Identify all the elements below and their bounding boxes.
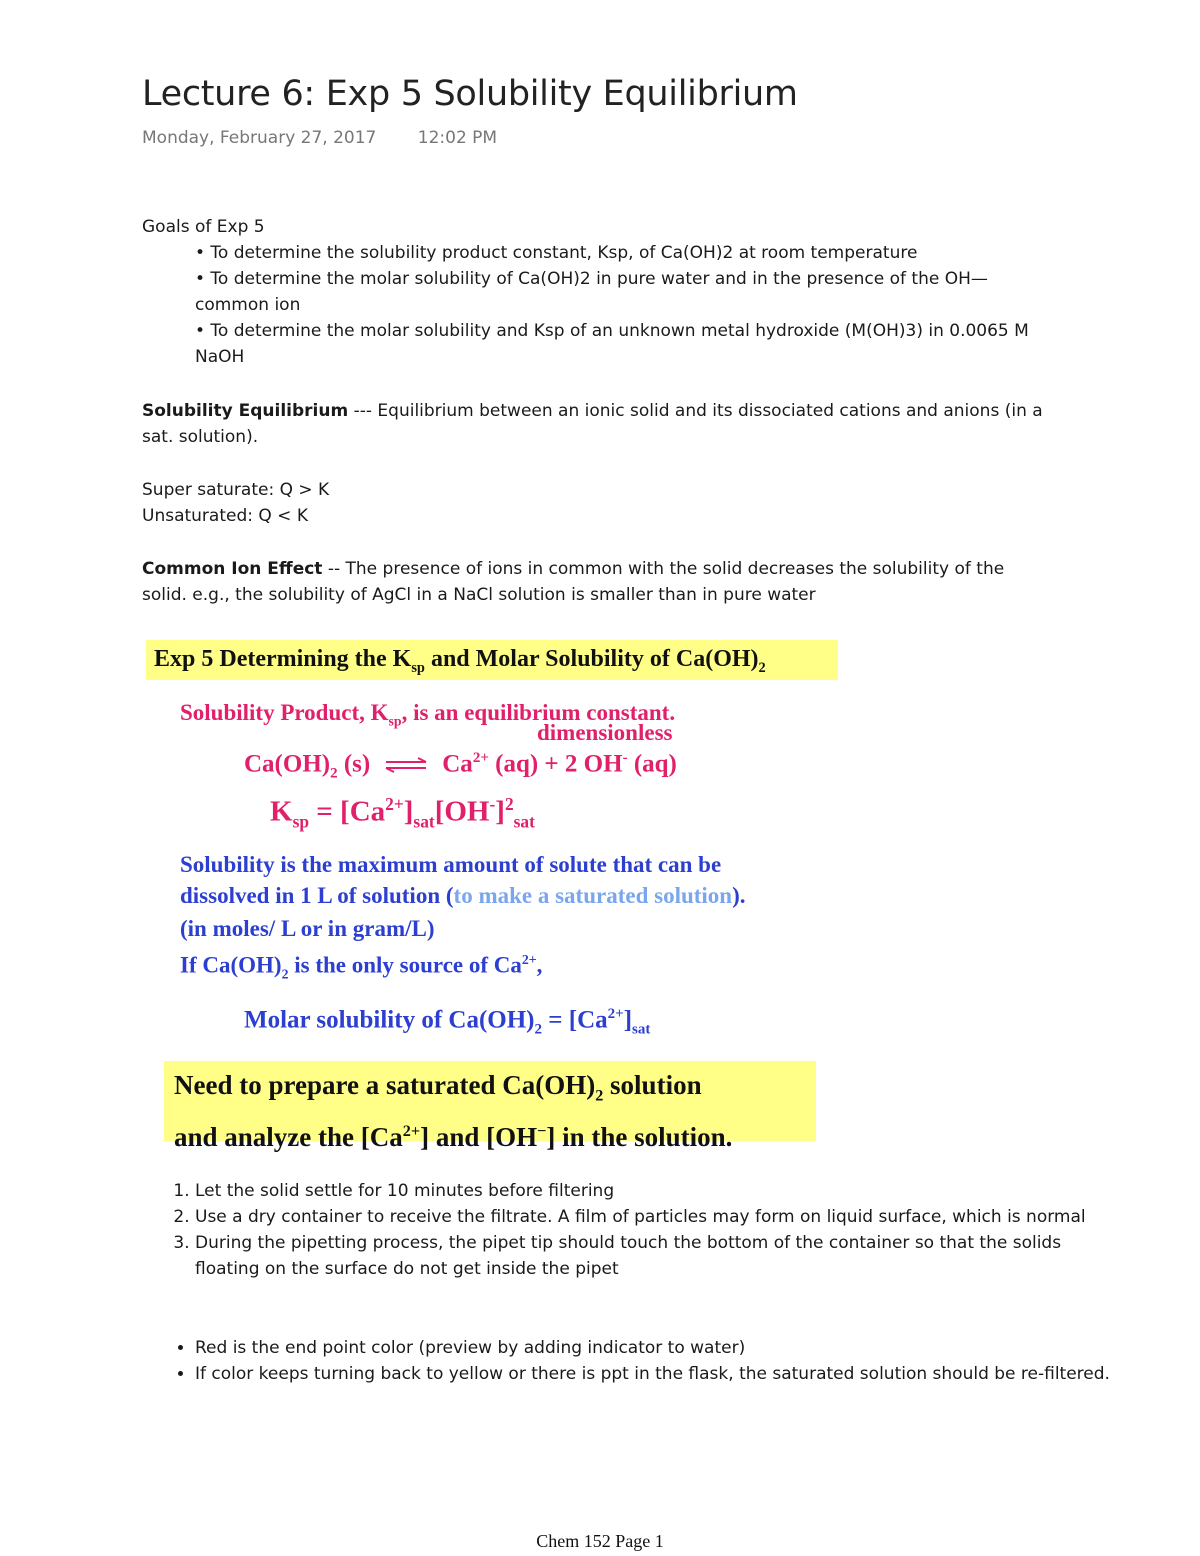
solubility-definition-line: Solubility is the maximum amount of solute that can be [180,852,722,877]
page-footer: Chem 152 Page 1 [536,1531,664,1551]
ksp-definition: Solubility Product, $K_{sp}$, is an equilibrium constant. [180,700,676,729]
need-to-prepare-note: Need to prepare a saturated $Ca(OH)_2$ solution and analyze the $[Ca^{2+}]$ and [OH−] in the solution. [174,1070,733,1153]
page-meta [142,128,533,148]
common-ion-definition [142,556,1042,608]
goal-item: • To determine the molar solubility and Ksp of an unknown metal hydroxide (M(OH)3) in 0.0065 M NaOH [195,321,1029,367]
goal-item: • To determine the solubility product constant, Ksp, of Ca(OH)2 at room temperature [195,243,918,263]
solubility-definition-line: dissolved in 1 L of solution (to make a saturated solution). [180,883,746,908]
procedure-steps [142,1178,1115,1282]
dimensionless-note: dimensionless [537,720,673,745]
solubility-units-line: (in moles/ L or in gram/L) [180,916,435,941]
unsaturated-line: Unsaturated: Q < K [142,506,308,526]
list-item: • Red is the end point color (preview by adding indicator to water) [195,1335,1115,1361]
page-date: Monday, February 27, 2017 [142,128,377,148]
dissolution-equation: $Ca(OH)_2$ (s) $Ca^{2+}$ (aq) + 2 OH- (aq) [244,750,677,782]
saturation-notes [142,477,329,529]
goals-heading: Goals of Exp 5 [142,217,265,237]
slide-image [142,630,842,1153]
list-item: • If color keeps turning back to yellow or there is ppt in the flask, the saturated solution should be re-filtered. [195,1361,1115,1387]
definition-term: Solubility Equilibrium [142,401,349,421]
goals-section [142,214,1072,370]
definition-text: --- Equilibrium between an ionic solid and its dissociated cations and anions (in a sat. solution). [142,401,1043,447]
equilibrium-arrow-icon [384,753,428,779]
list-item: 3. During the pipetting process, the pipet tip should touch the bottom of the container so that the solids floating on the surface do not get inside the pipet [195,1230,1115,1282]
solubility-equilibrium-definition [142,398,1052,450]
super-saturate-line: Super saturate: Q > K [142,480,330,500]
definition-text: -- The presence of ions in common with the solid decreases the solubility of the solid. e.g., the solubility of AgCl in a NaCl solution is smaller than in pure water [142,559,1005,605]
slide-header: Exp 5 Determining the $K_{sp}$ and Molar Solubility of $Ca(OH)_2$ [154,646,766,676]
list-item: 2. Use a dry container to receive the filtrate. A film of particles may form on liquid surface, which is normal [195,1204,1115,1230]
if-only-source-line: If $Ca(OH)_2$ is the only source of $Ca^{2+}$, [180,952,543,982]
list-item: 1. Let the solid settle for 10 minutes before filtering [195,1178,1115,1204]
definition-term: Common Ion Effect [142,559,323,579]
page-time: 12:02 PM [417,128,498,148]
molar-solubility-equation: Molar solubility of $Ca(OH)_2 = [Ca^{2+}]_{sat}$ [244,1006,651,1038]
ksp-expression: $K_{sp} = [Ca^{2+}]_{sat}[OH^-]^2_{sat}$ [270,794,535,832]
page-title: Lecture 6: Exp 5 Solubility Equilibrium [142,74,798,114]
tips-list [142,1335,1115,1387]
goal-item: • To determine the molar solubility of Ca(OH)2 in pure water and in the presence of the OH— common ion [195,269,988,315]
